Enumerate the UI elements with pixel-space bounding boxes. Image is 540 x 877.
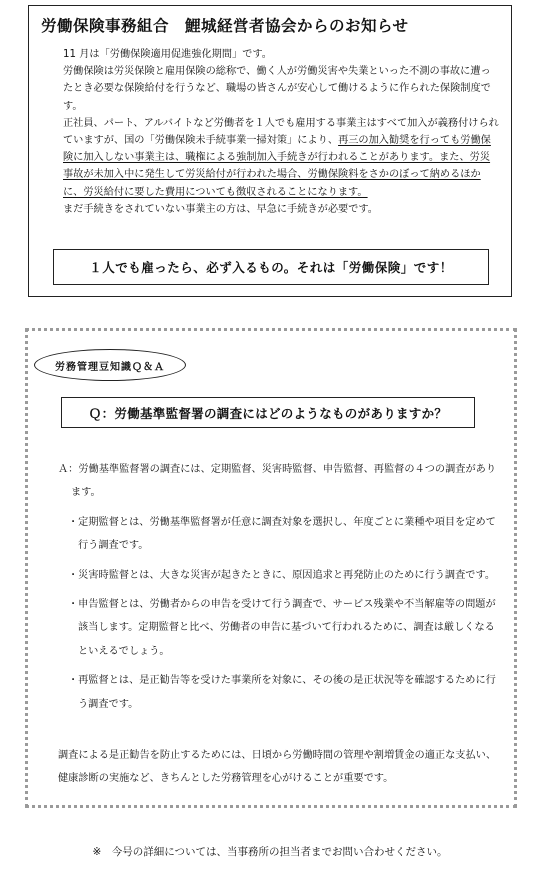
answer-item: ・定期監督とは、労働基準監督署が任意に調査対象を選択し、年度ごとに業種や項目を定めて行う調査です。: [68, 516, 496, 552]
notice-body: [63, 46, 499, 218]
footer-note: ※ 今号の詳細については、当事務所の担当者までお問い合わせください。: [92, 846, 448, 858]
notice-paragraph: 労働保険は労災保険と雇用保険の総称で、働く人が労働災害や失業といった不測の事故に遭ったとき必要な保険給付を行うなど、職場の皆さんが安心して働けるように作られた保険制度です。: [63, 66, 491, 112]
notice-underlined-text: 再三の加入勧奨を行っても労働保険に加入しない事業主は、職権による強制加入手続きが行われることがあります。また、労災事故が未加入中に発生して労災給付が行われた場合、労働保険料をさかのぼって納めるほかに、労災給付に要した費用についても徴収されることになります。: [63, 135, 491, 198]
question-box: Ｑ：労働基準監督署の調査にはどのようなものがありますか？: [61, 397, 475, 428]
qa-label: 労務管理豆知識Ｑ＆Ａ: [34, 349, 186, 381]
answer-item: ・申告監督とは、労働者からの申告を受けて行う調査で、サービス残業や不当解雇等の問題が該当します。定期監督と比べ、労働者の申告に基づいて行われるために、調査は厳しくなるといえるでしょう。: [68, 599, 496, 657]
notice-text: 正社員、パート、アルバイトなど労働者を１人でも雇用する事業主はすべて加入が義務付けられていますが、国の「労働保険未手続事業一掃対策」により、: [63, 117, 499, 147]
notice-paragraph: まだ手続きをされていない事業主の方は、早急に手続きが必要です。: [63, 203, 378, 215]
answer-item: ・災害時監督とは、大きな災害が起きたときに、原因追求と再発防止のために行う調査です。: [68, 569, 496, 581]
notice-paragraph: 11 月は「労働保険適用促進強化期間」です。: [63, 49, 272, 60]
qa-section: [25, 328, 517, 808]
answer-lead: Ａ：労働基準監督署の調査には、定期監督、災害時監督、申告監督、再監督の４つの調査があります。: [58, 464, 497, 499]
answer-item: ・再監督とは、是正勧告等を受けた事業所を対象に、その後の是正状況等を確認するために行う調査です。: [68, 675, 496, 710]
notice-paragraph: [63, 115, 499, 201]
answer-conclusion: 調査による是正勧告を防止するためには、日頃から労働時間の管理や割増賃金の適正な支払い、健康診断の実施など、きちんとした労務管理を心がけることが重要です。: [58, 750, 497, 785]
notice-title: 労働保険事務組合 鯉城経営者協会からのお知らせ: [41, 17, 409, 35]
notice-section: [28, 5, 512, 297]
slogan-box: １人でも雇ったら、必ず入るもの。それは「労働保険」です！: [53, 249, 489, 285]
answer-block: [58, 458, 498, 716]
